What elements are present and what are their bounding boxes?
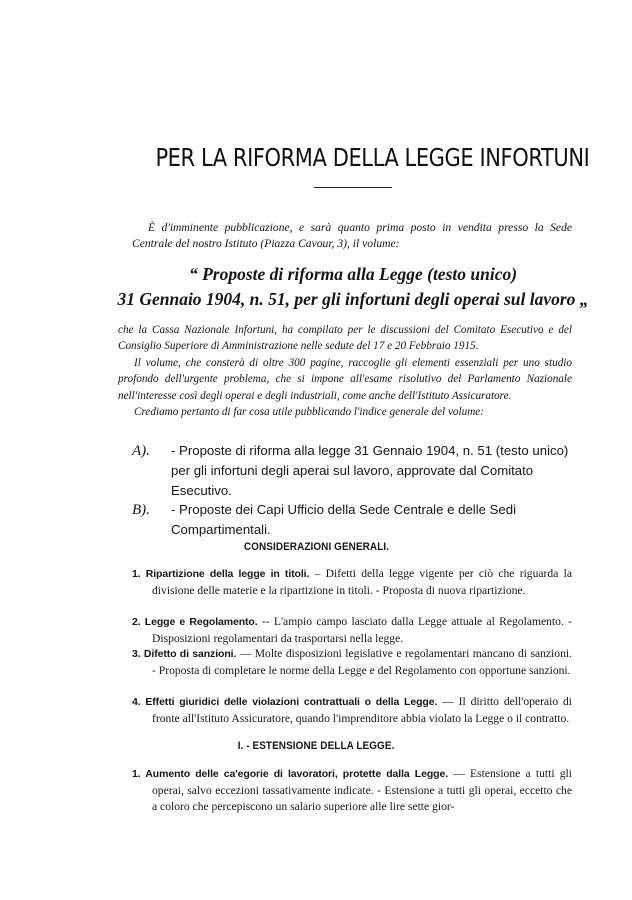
description-block	[118, 322, 572, 420]
entry-label: 1. Ripartizione della legge in titoli.	[132, 568, 310, 580]
title-underline	[314, 187, 392, 188]
section1-entry-1	[132, 566, 572, 599]
book-title-quote	[108, 262, 598, 312]
entry-text: — Molte disposizioni legislative e regolamentari mancano di sanzioni. - Proposta di completare le norme della Legge e del Regolamento con opportune sanzioni.	[152, 647, 572, 677]
section1-entry-2	[132, 614, 572, 647]
entry-label: 3. Difetto di sanzioni.	[132, 648, 237, 660]
entry-text: — Estensione a tutti gli operai, salvo eccezioni tassativamente indicate. - Estensione a tutti gli operai, eccetto che a coloro che percepiscono un salario superiore alle lire sette gior-	[152, 767, 572, 813]
quote-line-1: “ Proposte di riforma alla Legge (testo unico)	[188, 264, 518, 284]
intro-paragraph	[132, 220, 572, 252]
section-heading-extension	[0, 740, 632, 752]
index-item-a	[132, 441, 576, 501]
entry-text: -- L'ampio campo lasciato dalla Legge attuale al Regolamento. - Disposizioni regolamentari da trasportarsi nella legge.	[152, 615, 572, 645]
section1-entry-4	[132, 694, 572, 727]
section-heading-general-text: CONSIDERAZIONI GENERALI.	[243, 541, 389, 553]
index-item-a-text: - Proposte di riforma alla legge 31 Gennaio 1904, n. 51 (testo unico) per gli infortuni degli aperai sul lavoro, approvate dal Comitato Esecutivo.	[171, 443, 569, 498]
page-title: PER LA RIFORMA DELLA LEGGE INFORTUNI	[155, 143, 590, 172]
intro-text: È d'imminente pubblicazione, e sarà quanto prima posto in vendita presso la Sede Centrale del nostro Istituto (Piazza Cavour, 3), il volume:	[132, 221, 572, 250]
index-item-b-letter: B).	[132, 502, 150, 518]
section-heading-extension-text: I. - ESTENSIONE DELLA LEGGE.	[237, 740, 395, 752]
description-paragraph-2: Il volume, che consterà di oltre 300 pagine, raccoglie gli elementi essenziali per uno studio profondo dell'urgente problema, che si impone all'esame risolutivo del Parlamento Nazionale nell'interesse così degli operai e degli industriali, come anche dell'Istituto Assicuratore.	[118, 356, 572, 402]
description-paragraph-1: che la Cassa Nazionale Infortuni, ha compilato per le discussioni del Comitato Esecutivo e del Consiglio Superiore di Amministrazione nelle sedute del 17 e 20 Febbraio 1915.	[118, 324, 572, 353]
quote-line-2: 31 Gennaio 1904, n. 51, per gli infortuni degli operai sul lavoro „	[117, 289, 589, 309]
entry-text: — Il diritto dell'operaio di fronte all'Istituto Assicuratore, quando l'imprenditore abbia violato la Legge o il contratto.	[152, 695, 573, 725]
index-item-b	[132, 500, 576, 540]
entry-label: 1. Aumento delle ca'egorie di lavoratori, protette dalla Legge.	[132, 768, 449, 780]
section1-entry-3	[132, 646, 572, 679]
entry-text: – Difetti della legge vigente per ciò che riguarda la divisione delle materie e la ripartizione in titoli. - Proposta di nuova ripartizione.	[152, 567, 573, 597]
index-item-a-letter: A).	[132, 443, 150, 459]
entry-label: 2. Legge e Regolamento.	[132, 616, 258, 628]
section-heading-general	[0, 541, 632, 553]
index-item-b-text: - Proposte dei Capi Ufficio della Sede Centrale e delle Sedi Compartimentali.	[171, 502, 517, 537]
description-paragraph-3: Crediamo pertanto di far cosa utile pubblicando l'indice generale del volume:	[134, 406, 484, 419]
entry-label: 4. Effetti giuridici delle violazioni contrattuali o della Legge.	[132, 696, 438, 708]
section2-entry-1	[132, 766, 572, 814]
